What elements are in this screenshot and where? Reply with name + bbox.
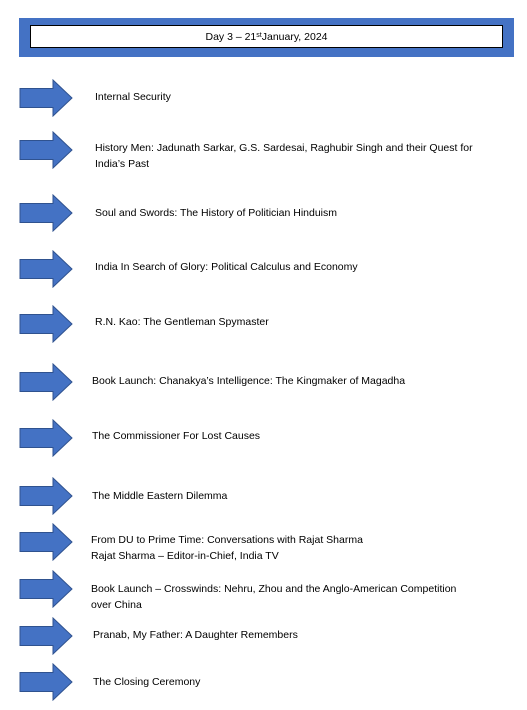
right-arrow-icon — [19, 570, 73, 608]
session-title-line-1: Internal Security — [95, 91, 171, 103]
session-item — [92, 488, 227, 504]
session-title-line-1: Soul and Swords: The History of Politician Hinduism — [95, 207, 337, 219]
session-item — [91, 532, 363, 564]
title-date-rest: January, 2024 — [261, 30, 328, 43]
page-title: Day 3 – 21 $^{st}$ January, 2024 — [30, 25, 503, 48]
session-title-line-2: over China — [91, 599, 142, 611]
session-title-line-1: From DU to Prime Time: Conversations with Rajat Sharma — [91, 534, 363, 546]
session-item — [95, 140, 473, 172]
session-title-line-1: India In Search of Glory: Political Calculus and Economy — [95, 261, 358, 273]
session-item — [92, 373, 405, 389]
session-title-line-1: Book Launch – Crosswinds: Nehru, Zhou and the Anglo-American Competition — [91, 583, 457, 595]
right-arrow-icon — [19, 305, 73, 343]
session-title-line-1: The Commissioner For Lost Causes — [92, 430, 261, 442]
session-title-line-2: Rajat Sharma – Editor-in-Chief, India TV — [91, 550, 279, 562]
right-arrow-icon — [19, 477, 73, 515]
session-title-line-1: History Men: Jadunath Sarkar, G.S. Sardesai, Raghubir Singh and their Quest for — [95, 142, 473, 154]
session-title-line-1: The Middle Eastern Dilemma — [92, 490, 228, 502]
session-item — [92, 428, 260, 444]
right-arrow-icon — [19, 419, 73, 457]
right-arrow-icon — [19, 79, 73, 117]
right-arrow-icon — [19, 617, 73, 655]
session-item — [93, 674, 200, 690]
right-arrow-icon — [19, 194, 73, 232]
session-title-line-1: Book Launch: Chanakya’s Intelligence: The Kingmaker of Magadha — [92, 375, 406, 387]
title-day-prefix: Day 3 – 21 — [205, 30, 257, 43]
session-item — [95, 259, 358, 275]
header-band — [19, 18, 514, 57]
session-item — [95, 205, 337, 221]
session-title-line-2: India’s Past — [95, 158, 150, 170]
right-arrow-icon — [19, 131, 73, 169]
session-title-line-1: R.N. Kao: The Gentleman Spymaster — [95, 316, 269, 328]
session-item — [95, 89, 171, 105]
session-item — [91, 581, 456, 613]
session-item — [95, 314, 269, 330]
right-arrow-icon — [19, 663, 73, 701]
session-item — [93, 627, 298, 643]
right-arrow-icon — [19, 523, 73, 561]
session-title-line-1: The Closing Ceremony — [93, 676, 201, 688]
session-title-line-1: Pranab, My Father: A Daughter Remembers — [93, 629, 298, 641]
right-arrow-icon — [19, 250, 73, 288]
right-arrow-icon — [19, 363, 73, 401]
